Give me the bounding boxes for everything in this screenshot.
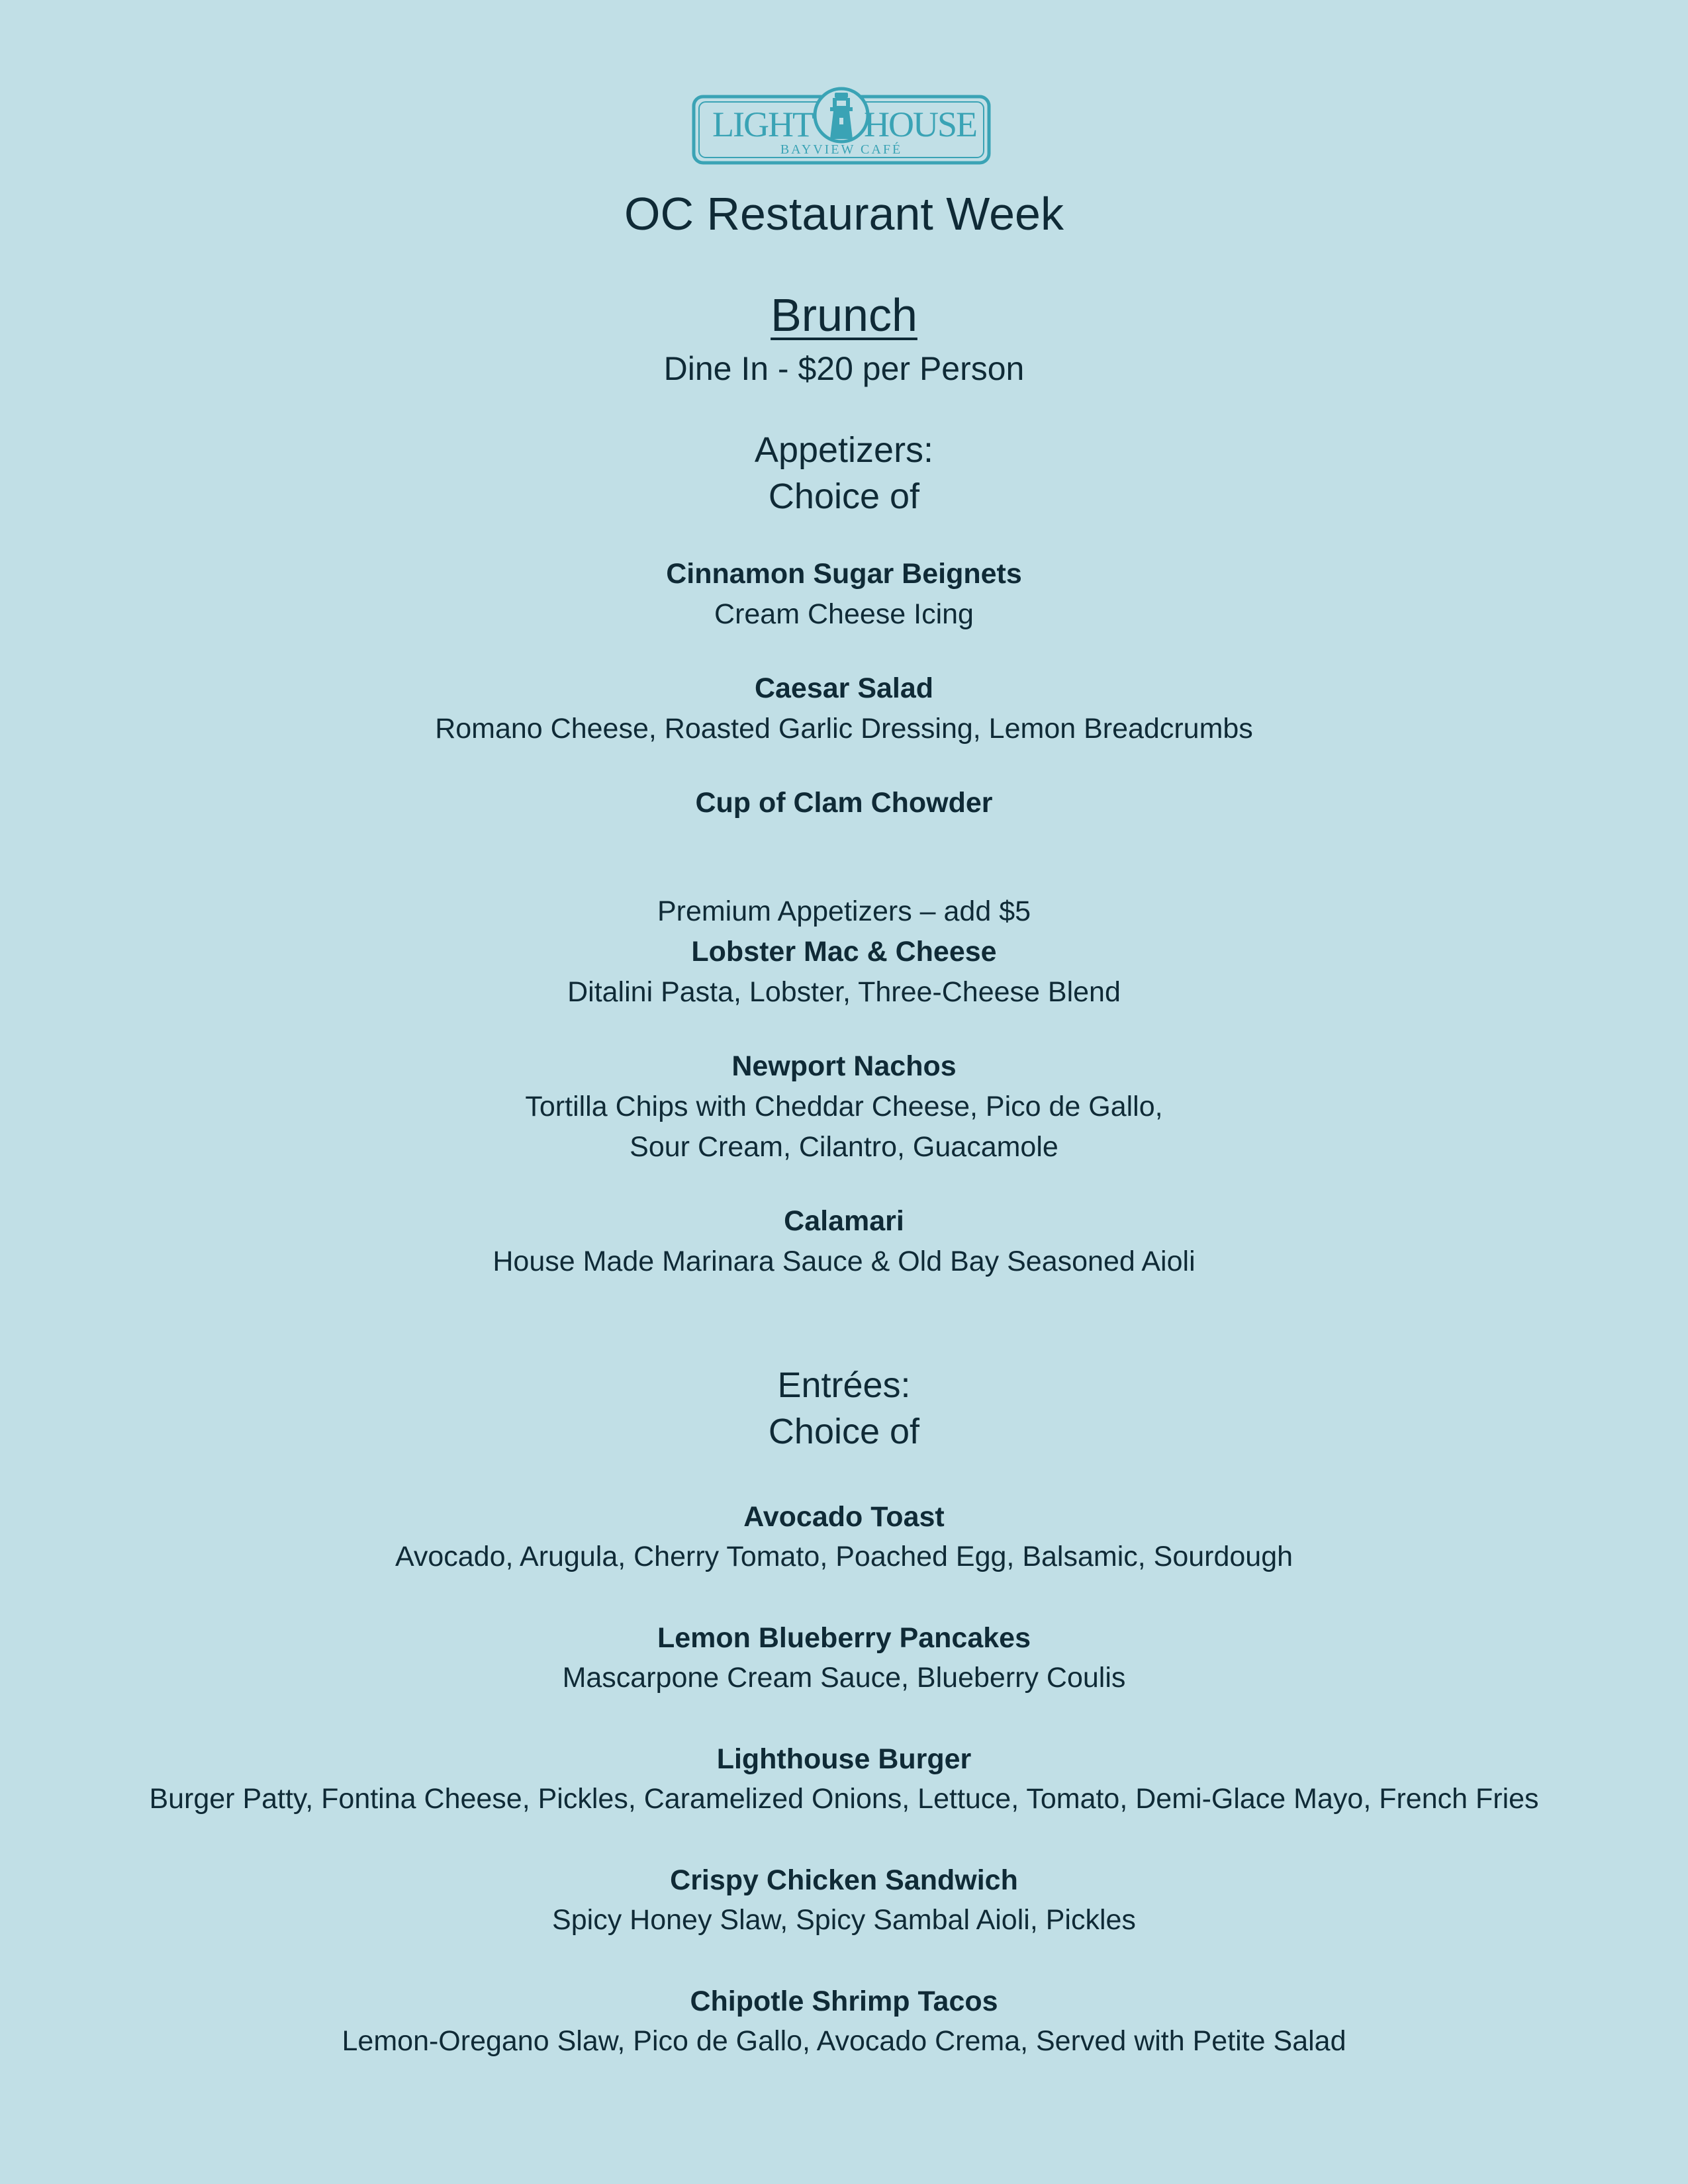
menu-item-name: Calamari <box>784 1205 904 1237</box>
menu-item-name: Lemon Blueberry Pancakes <box>657 1622 1031 1654</box>
menu-item-name: Newport Nachos <box>731 1050 957 1082</box>
entrees-heading: Entrées: <box>777 1365 911 1405</box>
menu-item-name: Cup of Clam Chowder <box>695 787 993 819</box>
menu-item-name: Caesar Salad <box>754 672 934 704</box>
logo-text-light: LIGHT <box>712 105 813 144</box>
price-line: Dine In - $20 per Person <box>663 350 1025 387</box>
menu-item-name: Crispy Chicken Sandwich <box>670 1864 1018 1896</box>
menu-item-desc: Ditalini Pasta, Lobster, Three-Cheese Blend <box>567 976 1121 1008</box>
lighthouse-logo <box>691 78 992 168</box>
menu-item-desc: House Made Marinara Sauce & Old Bay Seasoned Aioli <box>492 1246 1196 1277</box>
menu-item-name: Avocado Toast <box>743 1501 945 1533</box>
appetizers-subheading: Choice of <box>768 477 920 516</box>
logo-text-house: HOUSE <box>863 105 977 144</box>
menu-item-desc: Avocado, Arugula, Cherry Tomato, Poached Egg, Balsamic, Sourdough <box>395 1541 1293 1572</box>
menu-item-desc: Burger Patty, Fontina Cheese, Pickles, Caramelized Onions, Lettuce, Tomato, Demi-Glace Mayo, French Fries <box>149 1783 1539 1815</box>
menu-item-desc: Cream Cheese Icing <box>714 598 974 630</box>
meal-heading: Brunch <box>771 289 917 341</box>
appetizers-heading: Appetizers: <box>754 430 934 470</box>
menu-item-name: Cinnamon Sugar Beignets <box>666 558 1022 590</box>
menu-item-desc: Tortilla Chips with Cheddar Cheese, Pico de Gallo, <box>525 1091 1163 1122</box>
menu-item-desc: Sour Cream, Cilantro, Guacamole <box>630 1131 1058 1163</box>
menu-item-desc: Lemon-Oregano Slaw, Pico de Gallo, Avocado Crema, Served with Petite Salad <box>342 2025 1346 2057</box>
menu-item-desc: Spicy Honey Slaw, Spicy Sambal Aioli, Pickles <box>552 1904 1136 1936</box>
menu-item-desc: Romano Cheese, Roasted Garlic Dressing, Lemon Breadcrumbs <box>435 713 1253 745</box>
menu-item-desc: Mascarpone Cream Sauce, Blueberry Coulis <box>562 1662 1126 1694</box>
logo-subtitle: BAYVIEW CAFÉ <box>780 142 903 157</box>
lighthouse-icon <box>830 93 853 139</box>
page-title: OC Restaurant Week <box>624 188 1064 240</box>
entrees-subheading: Choice of <box>768 1412 920 1451</box>
premium-appetizers-label: Premium Appetizers – add $5 <box>657 895 1031 927</box>
menu-item-name: Lobster Mac & Cheese <box>691 936 997 968</box>
menu-item-name: Chipotle Shrimp Tacos <box>690 1985 998 2017</box>
menu-item-name: Lighthouse Burger <box>716 1743 972 1775</box>
